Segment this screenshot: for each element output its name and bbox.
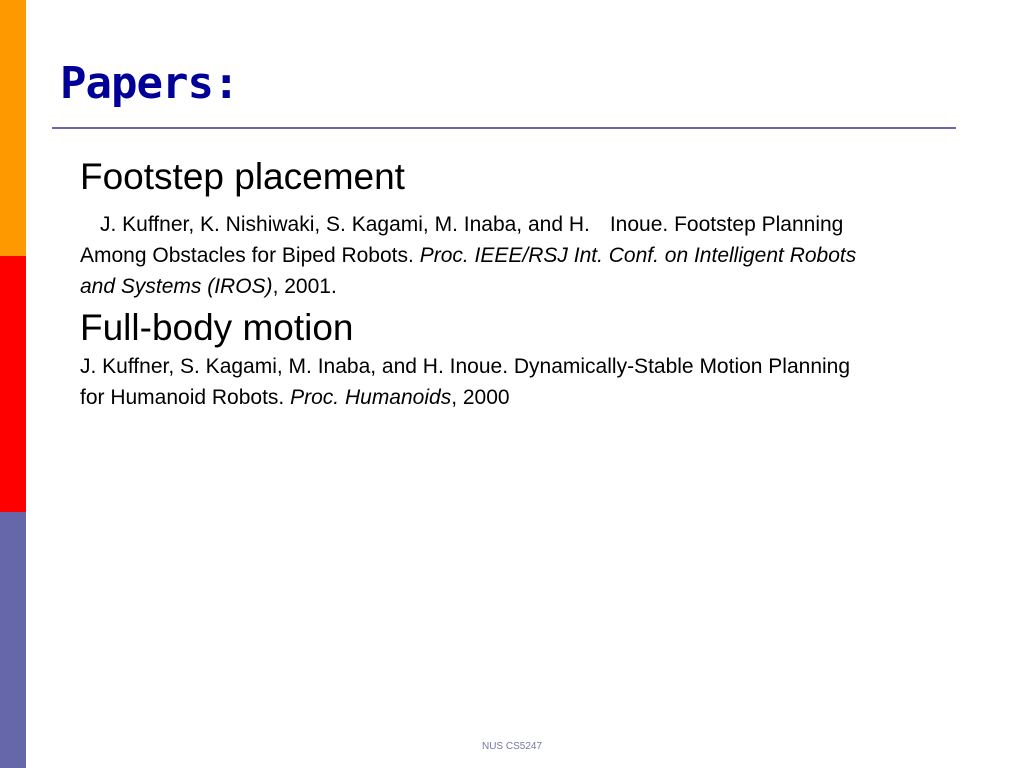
reference-venue: Proc. Humanoids xyxy=(290,386,452,409)
side-bar-red xyxy=(0,256,26,512)
reference-authors: J. Kuffner, S. Kagami, M. Inaba, and H. Inoue. xyxy=(80,355,509,378)
slide-content xyxy=(80,154,860,413)
reference-authors-end: Inoue. xyxy=(609,213,669,236)
section-heading-full-body: Full-body motion xyxy=(80,307,354,348)
reference-full-body xyxy=(80,351,860,413)
reference-paper-title: Dynamically-Stable Motion Planning for Humanoid Robots. xyxy=(80,355,851,409)
reference-year: , 2000 xyxy=(451,386,510,409)
slide-footer: NUS CS5247 xyxy=(481,741,543,752)
reference-venue: Proc. IEEE/RSJ Int. Conf. on Intelligent Robots and Systems (IROS) xyxy=(80,244,857,298)
reference-paper-title: Footstep Planning Among Obstacles for Biped Robots. xyxy=(80,213,844,267)
reference-authors: J. Kuffner, K. Nishiwaki, S. Kagami, M. Inaba, and H. xyxy=(100,213,590,236)
side-bar-purple xyxy=(0,512,26,768)
side-bar-orange xyxy=(0,0,26,256)
reference-footstep xyxy=(80,209,860,302)
slide-title: Papers: xyxy=(60,58,239,109)
reference-year: , 2001. xyxy=(272,275,337,298)
section-heading-footstep: Footstep placement xyxy=(80,156,405,197)
title-divider xyxy=(52,127,956,129)
